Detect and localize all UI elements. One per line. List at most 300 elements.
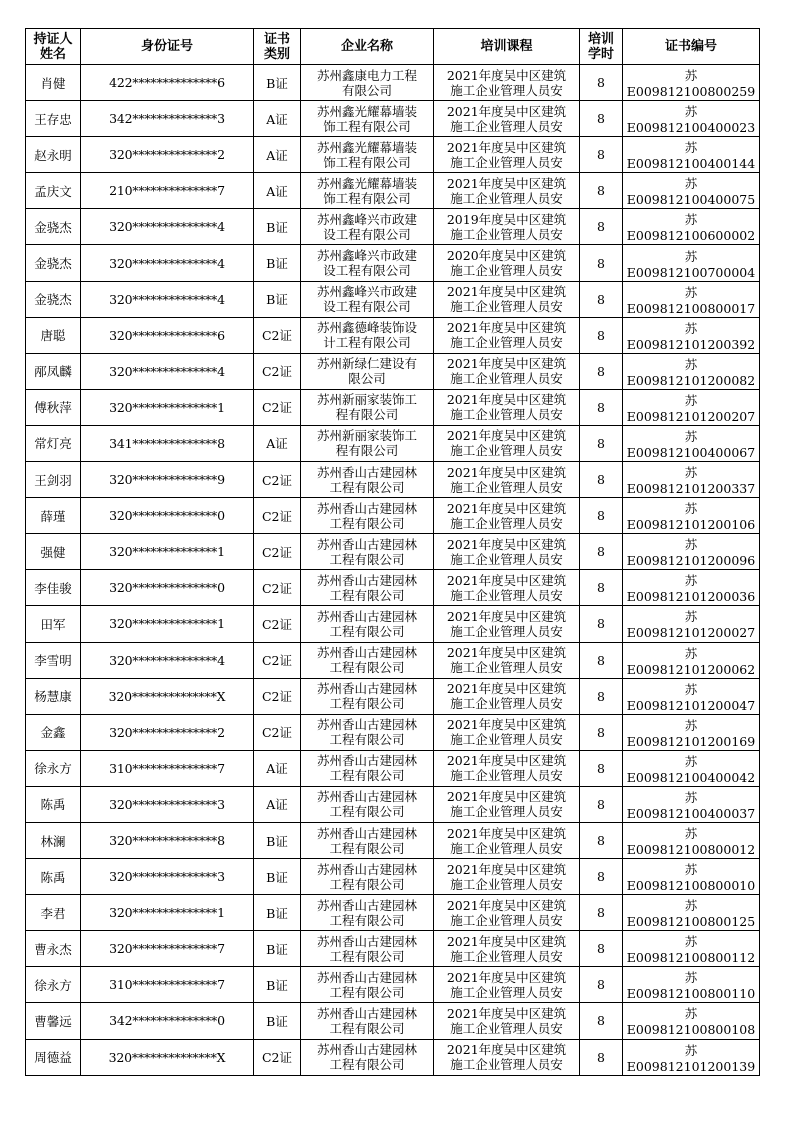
cell-company-line-1: 苏州香山古建园林 bbox=[316, 500, 417, 516]
cell-cert-no: 苏E009812101200207 bbox=[623, 389, 760, 425]
cell-company bbox=[301, 389, 434, 425]
cell-cert-no: 苏E009812100800112 bbox=[623, 931, 760, 967]
cell-company-line-1: 苏州香山古建园林 bbox=[316, 789, 417, 805]
cell-company-line-2: 工程有限公司 bbox=[329, 660, 405, 676]
cell-company-line-2: 计工程有限公司 bbox=[323, 335, 411, 351]
cell-cert-no: 苏E009812101200082 bbox=[623, 353, 760, 389]
cell-name: 强健 bbox=[26, 534, 81, 570]
cell-course-line-2: 施工企业管理人员安 bbox=[450, 984, 563, 1000]
cell-company bbox=[301, 245, 434, 281]
cell-company bbox=[301, 209, 434, 245]
table-row bbox=[26, 317, 760, 353]
cell-id: 320**************3 bbox=[81, 859, 254, 895]
cell-name: 林澜 bbox=[26, 822, 81, 858]
cell-course bbox=[434, 281, 580, 317]
cell-course-line-2: 施工企业管理人员安 bbox=[450, 479, 563, 495]
cell-id: 320**************8 bbox=[81, 822, 254, 858]
cell-company bbox=[301, 425, 434, 461]
cell-company-line-2: 工程有限公司 bbox=[329, 840, 405, 856]
cell-company-line-2: 工程有限公司 bbox=[329, 551, 405, 567]
table-row bbox=[26, 281, 760, 317]
header-name-line-1: 持证人 bbox=[33, 31, 73, 47]
cell-course-line-2: 施工企业管理人员安 bbox=[450, 263, 563, 279]
cell-course-line-2: 施工企业管理人员安 bbox=[450, 587, 563, 603]
cell-cert-no: 苏E009812100400023 bbox=[623, 101, 760, 137]
cell-id: 342**************0 bbox=[81, 1003, 254, 1039]
cell-course-line-2: 施工企业管理人员安 bbox=[450, 876, 563, 892]
cell-cert-no: 苏E009812101200062 bbox=[623, 642, 760, 678]
cell-course-line-1: 2021年度吴中区建筑 bbox=[446, 67, 567, 83]
cell-company bbox=[301, 173, 434, 209]
cell-name: 赵永明 bbox=[26, 137, 81, 173]
cell-company-line-1: 苏州香山古建园林 bbox=[316, 717, 417, 733]
cell-company bbox=[301, 606, 434, 642]
header-name-line-2: 姓名 bbox=[39, 46, 66, 62]
cell-company-line-1: 苏州香山古建园林 bbox=[316, 464, 417, 480]
cell-cert-class: B证 bbox=[254, 931, 301, 967]
header-hours bbox=[580, 29, 623, 65]
cell-hours: 8 bbox=[580, 534, 623, 570]
header-cert-class bbox=[254, 29, 301, 65]
cell-cert-no: 苏E009812101200036 bbox=[623, 570, 760, 606]
cell-company-line-1: 苏州香山古建园林 bbox=[316, 536, 417, 552]
table-row bbox=[26, 606, 760, 642]
cell-id: 320**************1 bbox=[81, 606, 254, 642]
cell-course bbox=[434, 209, 580, 245]
cell-hours: 8 bbox=[580, 967, 623, 1003]
table-row bbox=[26, 642, 760, 678]
cell-course bbox=[434, 895, 580, 931]
cell-cert-no: 苏E009812100800017 bbox=[623, 281, 760, 317]
header-name bbox=[26, 29, 81, 65]
cell-company-line-1: 苏州鑫康电力工程 bbox=[316, 67, 417, 83]
cell-company bbox=[301, 137, 434, 173]
cell-course-line-2: 施工企业管理人员安 bbox=[450, 1057, 563, 1073]
cell-hours: 8 bbox=[580, 65, 623, 101]
table-row bbox=[26, 65, 760, 101]
cell-course bbox=[434, 498, 580, 534]
table-row bbox=[26, 389, 760, 425]
header-row bbox=[26, 29, 760, 65]
cell-course-line-1: 2021年度吴中区建筑 bbox=[446, 175, 567, 191]
cell-cert-class: C2证 bbox=[254, 534, 301, 570]
cell-cert-class: C2证 bbox=[254, 606, 301, 642]
cell-course-line-1: 2021年度吴中区建筑 bbox=[446, 861, 567, 877]
cell-company-line-2: 饰工程有限公司 bbox=[323, 154, 411, 170]
cell-company-line-1: 苏州香山古建园林 bbox=[316, 681, 417, 697]
cell-id: 320**************1 bbox=[81, 389, 254, 425]
cell-name: 邴凤麟 bbox=[26, 353, 81, 389]
cell-cert-no: 苏E009812101200106 bbox=[623, 498, 760, 534]
cell-hours: 8 bbox=[580, 570, 623, 606]
cell-cert-no: 苏E009812101200047 bbox=[623, 678, 760, 714]
certificate-table bbox=[25, 28, 760, 1076]
cell-company-line-2: 限公司 bbox=[348, 371, 386, 387]
cell-cert-class: A证 bbox=[254, 173, 301, 209]
cell-company-line-1: 苏州新绿仁建设有 bbox=[316, 356, 417, 372]
cell-course-line-1: 2021年度吴中区建筑 bbox=[446, 608, 567, 624]
cell-course bbox=[434, 1003, 580, 1039]
table-row bbox=[26, 967, 760, 1003]
table-row bbox=[26, 859, 760, 895]
cell-hours: 8 bbox=[580, 317, 623, 353]
table-row bbox=[26, 534, 760, 570]
cell-course-line-1: 2021年度吴中区建筑 bbox=[446, 103, 567, 119]
cell-cert-class: B证 bbox=[254, 967, 301, 1003]
cell-course-line-1: 2021年度吴中区建筑 bbox=[446, 139, 567, 155]
cell-cert-no: 苏E009812100400042 bbox=[623, 750, 760, 786]
cell-name: 陈禹 bbox=[26, 786, 81, 822]
cell-hours: 8 bbox=[580, 1003, 623, 1039]
cell-course bbox=[434, 678, 580, 714]
cell-company bbox=[301, 353, 434, 389]
cell-course-line-2: 施工企业管理人员安 bbox=[450, 335, 563, 351]
cell-company bbox=[301, 570, 434, 606]
cell-company bbox=[301, 931, 434, 967]
cell-name: 陈禹 bbox=[26, 859, 81, 895]
cell-company-line-1: 苏州香山古建园林 bbox=[316, 933, 417, 949]
cell-cert-class: B证 bbox=[254, 1003, 301, 1039]
cell-id: 320**************6 bbox=[81, 317, 254, 353]
cell-hours: 8 bbox=[580, 245, 623, 281]
cell-name: 徐永方 bbox=[26, 967, 81, 1003]
cell-cert-class: C2证 bbox=[254, 498, 301, 534]
cell-course bbox=[434, 642, 580, 678]
cell-company-line-1: 苏州香山古建园林 bbox=[316, 969, 417, 985]
cell-company bbox=[301, 462, 434, 498]
cell-hours: 8 bbox=[580, 786, 623, 822]
cell-name: 薛瑾 bbox=[26, 498, 81, 534]
table-row bbox=[26, 353, 760, 389]
cell-name: 李佳骏 bbox=[26, 570, 81, 606]
cell-hours: 8 bbox=[580, 281, 623, 317]
cell-company-line-2: 工程有限公司 bbox=[329, 587, 405, 603]
cell-cert-no: 苏E009812101200337 bbox=[623, 462, 760, 498]
cell-course-line-1: 2021年度吴中区建筑 bbox=[446, 969, 567, 985]
cell-id: 320**************7 bbox=[81, 931, 254, 967]
cell-course-line-2: 施工企业管理人员安 bbox=[450, 551, 563, 567]
cell-id: 320**************2 bbox=[81, 137, 254, 173]
cell-course bbox=[434, 859, 580, 895]
cell-company-line-2: 工程有限公司 bbox=[329, 515, 405, 531]
cell-cert-no: 苏E009812100400075 bbox=[623, 173, 760, 209]
table-row bbox=[26, 462, 760, 498]
cell-id: 320**************X bbox=[81, 678, 254, 714]
cell-id: 310**************7 bbox=[81, 967, 254, 1003]
cell-company-line-2: 设工程有限公司 bbox=[323, 226, 411, 242]
cell-course-line-1: 2021年度吴中区建筑 bbox=[446, 500, 567, 516]
cell-company-line-1: 苏州香山古建园林 bbox=[316, 608, 417, 624]
cell-company-line-2: 工程有限公司 bbox=[329, 623, 405, 639]
cell-name: 曹永杰 bbox=[26, 931, 81, 967]
cell-course-line-2: 施工企业管理人员安 bbox=[450, 118, 563, 134]
cell-course-line-2: 施工企业管理人员安 bbox=[450, 1020, 563, 1036]
cell-cert-no: 苏E009812101200027 bbox=[623, 606, 760, 642]
cell-cert-class: B证 bbox=[254, 859, 301, 895]
cell-name: 唐聪 bbox=[26, 317, 81, 353]
cell-company bbox=[301, 65, 434, 101]
cell-company-line-2: 工程有限公司 bbox=[329, 479, 405, 495]
cell-id: 320**************9 bbox=[81, 462, 254, 498]
table-row bbox=[26, 678, 760, 714]
cell-course-line-1: 2021年度吴中区建筑 bbox=[446, 284, 567, 300]
cell-course-line-1: 2021年度吴中区建筑 bbox=[446, 753, 567, 769]
cell-course bbox=[434, 931, 580, 967]
cell-course-line-2: 施工企业管理人员安 bbox=[450, 407, 563, 423]
cell-hours: 8 bbox=[580, 1039, 623, 1075]
cell-company-line-1: 苏州香山古建园林 bbox=[316, 861, 417, 877]
cell-cert-class: B证 bbox=[254, 65, 301, 101]
cell-id: 320**************4 bbox=[81, 245, 254, 281]
cell-company-line-2: 设工程有限公司 bbox=[323, 263, 411, 279]
cell-course-line-1: 2021年度吴中区建筑 bbox=[446, 1042, 567, 1058]
cell-course bbox=[434, 1039, 580, 1075]
cell-company bbox=[301, 1003, 434, 1039]
cell-course-line-2: 施工企业管理人员安 bbox=[450, 226, 563, 242]
cell-cert-no: 苏E009812100600002 bbox=[623, 209, 760, 245]
cell-course-line-1: 2021年度吴中区建筑 bbox=[446, 320, 567, 336]
cell-id: 422**************6 bbox=[81, 65, 254, 101]
cell-company bbox=[301, 1039, 434, 1075]
cell-cert-class: C2证 bbox=[254, 1039, 301, 1075]
cell-cert-class: A证 bbox=[254, 137, 301, 173]
cell-company bbox=[301, 498, 434, 534]
cell-hours: 8 bbox=[580, 678, 623, 714]
cell-course-line-1: 2019年度吴中区建筑 bbox=[446, 211, 567, 227]
cell-course-line-2: 施工企业管理人员安 bbox=[450, 371, 563, 387]
cell-company-line-2: 工程有限公司 bbox=[329, 948, 405, 964]
cell-company bbox=[301, 678, 434, 714]
cell-course-line-2: 施工企业管理人员安 bbox=[450, 623, 563, 639]
cell-company-line-2: 程有限公司 bbox=[335, 443, 399, 459]
cell-course-line-1: 2021年度吴中区建筑 bbox=[446, 572, 567, 588]
cell-id: 210**************7 bbox=[81, 173, 254, 209]
cell-cert-class: C2证 bbox=[254, 570, 301, 606]
cell-id: 320**************0 bbox=[81, 570, 254, 606]
cell-cert-class: A证 bbox=[254, 425, 301, 461]
table-row bbox=[26, 425, 760, 461]
cell-cert-no: 苏E009812100400037 bbox=[623, 786, 760, 822]
table-row bbox=[26, 895, 760, 931]
cell-hours: 8 bbox=[580, 353, 623, 389]
cell-cert-no: 苏E009812100400067 bbox=[623, 425, 760, 461]
cell-company-line-1: 苏州香山古建园林 bbox=[316, 1005, 417, 1021]
cell-cert-class: C2证 bbox=[254, 678, 301, 714]
table-row bbox=[26, 786, 760, 822]
cell-id: 342**************3 bbox=[81, 101, 254, 137]
cell-cert-class: B证 bbox=[254, 822, 301, 858]
cell-course bbox=[434, 967, 580, 1003]
cell-company bbox=[301, 714, 434, 750]
cell-cert-no: 苏E009812100800012 bbox=[623, 822, 760, 858]
cell-course bbox=[434, 425, 580, 461]
cell-cert-no: 苏E009812100800259 bbox=[623, 65, 760, 101]
cell-id: 320**************4 bbox=[81, 209, 254, 245]
cell-name: 周德益 bbox=[26, 1039, 81, 1075]
cell-cert-class: A证 bbox=[254, 750, 301, 786]
cell-course-line-1: 2021年度吴中区建筑 bbox=[446, 428, 567, 444]
cell-cert-class: C2证 bbox=[254, 462, 301, 498]
cell-id: 310**************7 bbox=[81, 750, 254, 786]
cell-course bbox=[434, 353, 580, 389]
cell-cert-no: 苏E009812101200392 bbox=[623, 317, 760, 353]
cell-cert-class: B证 bbox=[254, 245, 301, 281]
cell-course-line-2: 施工企业管理人员安 bbox=[450, 732, 563, 748]
cell-company-line-1: 苏州鑫光耀幕墙装 bbox=[316, 175, 417, 191]
cell-company bbox=[301, 642, 434, 678]
table-row bbox=[26, 750, 760, 786]
cell-cert-no: 苏E009812100800010 bbox=[623, 859, 760, 895]
cell-course bbox=[434, 173, 580, 209]
cell-course bbox=[434, 65, 580, 101]
cell-course bbox=[434, 462, 580, 498]
table-row bbox=[26, 173, 760, 209]
table-row bbox=[26, 1003, 760, 1039]
table-row bbox=[26, 209, 760, 245]
cell-course-line-1: 2021年度吴中区建筑 bbox=[446, 356, 567, 372]
cell-cert-class: B证 bbox=[254, 895, 301, 931]
cell-course-line-1: 2021年度吴中区建筑 bbox=[446, 897, 567, 913]
cell-company-line-2: 设工程有限公司 bbox=[323, 299, 411, 315]
cell-name: 金骁杰 bbox=[26, 245, 81, 281]
cell-company bbox=[301, 317, 434, 353]
cell-course bbox=[434, 317, 580, 353]
cell-company-line-2: 工程有限公司 bbox=[329, 876, 405, 892]
cell-course-line-2: 施工企业管理人员安 bbox=[450, 804, 563, 820]
cell-company-line-2: 工程有限公司 bbox=[329, 1057, 405, 1073]
header-cert-no: 证书编号 bbox=[623, 29, 760, 65]
cell-company bbox=[301, 967, 434, 1003]
cell-course bbox=[434, 570, 580, 606]
cell-course-line-2: 施工企业管理人员安 bbox=[450, 912, 563, 928]
cell-hours: 8 bbox=[580, 750, 623, 786]
header-company: 企业名称 bbox=[301, 29, 434, 65]
cell-course bbox=[434, 786, 580, 822]
cell-course bbox=[434, 822, 580, 858]
cell-course bbox=[434, 606, 580, 642]
cell-course-line-2: 施工企业管理人员安 bbox=[450, 515, 563, 531]
cell-company-line-1: 苏州香山古建园林 bbox=[316, 1042, 417, 1058]
cell-company-line-2: 饰工程有限公司 bbox=[323, 118, 411, 134]
table-row bbox=[26, 101, 760, 137]
cell-company-line-1: 苏州香山古建园林 bbox=[316, 753, 417, 769]
cell-name: 孟庆文 bbox=[26, 173, 81, 209]
cell-company-line-2: 工程有限公司 bbox=[329, 768, 405, 784]
cell-course-line-1: 2021年度吴中区建筑 bbox=[446, 681, 567, 697]
cell-id: 320**************4 bbox=[81, 642, 254, 678]
cell-hours: 8 bbox=[580, 173, 623, 209]
cell-id: 320**************4 bbox=[81, 353, 254, 389]
table-header bbox=[26, 29, 760, 65]
table-row bbox=[26, 1039, 760, 1075]
cell-cert-no: 苏E009812100400144 bbox=[623, 137, 760, 173]
cell-name: 金骁杰 bbox=[26, 281, 81, 317]
cell-company-line-2: 饰工程有限公司 bbox=[323, 190, 411, 206]
cell-hours: 8 bbox=[580, 606, 623, 642]
cell-course bbox=[434, 714, 580, 750]
cell-company bbox=[301, 534, 434, 570]
cell-cert-class: C2证 bbox=[254, 353, 301, 389]
cell-hours: 8 bbox=[580, 859, 623, 895]
cell-cert-class: C2证 bbox=[254, 642, 301, 678]
cell-company-line-1: 苏州鑫峰兴市政建 bbox=[316, 284, 417, 300]
cell-id: 320**************0 bbox=[81, 498, 254, 534]
cell-name: 金鑫 bbox=[26, 714, 81, 750]
cell-hours: 8 bbox=[580, 822, 623, 858]
cell-id: 320**************1 bbox=[81, 534, 254, 570]
header-id: 身份证号 bbox=[81, 29, 254, 65]
cell-course bbox=[434, 137, 580, 173]
cell-hours: 8 bbox=[580, 209, 623, 245]
header-hours-line-1: 培训 bbox=[587, 31, 614, 47]
cell-cert-class: C2证 bbox=[254, 389, 301, 425]
cell-course-line-1: 2021年度吴中区建筑 bbox=[446, 1005, 567, 1021]
header-cert-class-line-1: 证书 bbox=[263, 31, 290, 47]
cell-company-line-1: 苏州新丽家装饰工 bbox=[316, 392, 417, 408]
table-row bbox=[26, 498, 760, 534]
cell-cert-class: B证 bbox=[254, 281, 301, 317]
cell-hours: 8 bbox=[580, 462, 623, 498]
cell-company bbox=[301, 895, 434, 931]
cell-cert-no: 苏E009812101200139 bbox=[623, 1039, 760, 1075]
cell-course-line-1: 2021年度吴中区建筑 bbox=[446, 789, 567, 805]
cell-name: 金骁杰 bbox=[26, 209, 81, 245]
cell-company bbox=[301, 786, 434, 822]
cell-hours: 8 bbox=[580, 425, 623, 461]
cell-company-line-2: 工程有限公司 bbox=[329, 732, 405, 748]
cell-name: 李君 bbox=[26, 895, 81, 931]
cell-name: 徐永方 bbox=[26, 750, 81, 786]
header-cert-class-line-2: 类别 bbox=[263, 46, 290, 62]
header-course: 培训课程 bbox=[434, 29, 580, 65]
cell-course bbox=[434, 101, 580, 137]
cell-course-line-1: 2020年度吴中区建筑 bbox=[446, 248, 567, 264]
cell-id: 320**************2 bbox=[81, 714, 254, 750]
cell-course-line-2: 施工企业管理人员安 bbox=[450, 154, 563, 170]
table-row bbox=[26, 822, 760, 858]
cell-id: 320**************4 bbox=[81, 281, 254, 317]
cell-course bbox=[434, 245, 580, 281]
cell-name: 田军 bbox=[26, 606, 81, 642]
table-body bbox=[26, 65, 760, 1076]
cell-cert-class: C2证 bbox=[254, 317, 301, 353]
cell-course-line-2: 施工企业管理人员安 bbox=[450, 696, 563, 712]
cell-course-line-1: 2021年度吴中区建筑 bbox=[446, 392, 567, 408]
cell-cert-no: 苏E009812101200169 bbox=[623, 714, 760, 750]
cell-course bbox=[434, 750, 580, 786]
cell-name: 王存忠 bbox=[26, 101, 81, 137]
cell-company-line-2: 工程有限公司 bbox=[329, 1020, 405, 1036]
cell-name: 傅秋萍 bbox=[26, 389, 81, 425]
cell-name: 常灯亮 bbox=[26, 425, 81, 461]
cell-company bbox=[301, 101, 434, 137]
cell-company-line-1: 苏州鑫光耀幕墙装 bbox=[316, 139, 417, 155]
cell-course-line-2: 施工企业管理人员安 bbox=[450, 82, 563, 98]
cell-hours: 8 bbox=[580, 137, 623, 173]
cell-company-line-2: 有限公司 bbox=[341, 82, 392, 98]
cell-company-line-1: 苏州香山古建园林 bbox=[316, 572, 417, 588]
cell-id: 320**************X bbox=[81, 1039, 254, 1075]
cell-company-line-1: 苏州香山古建园林 bbox=[316, 825, 417, 841]
cell-company-line-2: 程有限公司 bbox=[335, 407, 399, 423]
cell-company-line-1: 苏州鑫光耀幕墙装 bbox=[316, 103, 417, 119]
cell-hours: 8 bbox=[580, 895, 623, 931]
cell-cert-class: A证 bbox=[254, 101, 301, 137]
cell-course-line-2: 施工企业管理人员安 bbox=[450, 768, 563, 784]
cell-name: 曹馨远 bbox=[26, 1003, 81, 1039]
cell-company-line-2: 工程有限公司 bbox=[329, 696, 405, 712]
cell-id: 341**************8 bbox=[81, 425, 254, 461]
